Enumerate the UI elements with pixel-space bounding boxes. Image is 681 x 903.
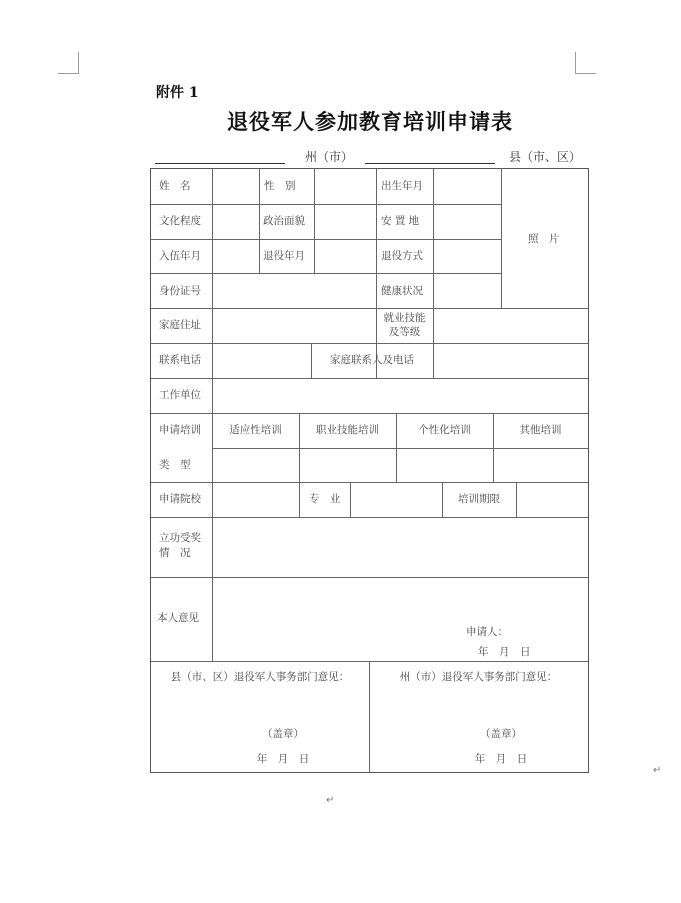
family-contact-label: 家庭联系人及电话 bbox=[330, 354, 414, 366]
political-label: 政治面貌 bbox=[263, 215, 305, 227]
grid-line bbox=[501, 169, 502, 308]
grid-line bbox=[151, 308, 588, 309]
workplace-label: 工作单位 bbox=[159, 389, 201, 401]
county-underline bbox=[365, 163, 495, 164]
paragraph-mark: ↵ bbox=[326, 795, 335, 806]
grid-line bbox=[151, 204, 501, 205]
grid-line bbox=[314, 169, 315, 273]
state-underline bbox=[155, 163, 285, 164]
grid-line bbox=[151, 413, 588, 414]
type-option-adaptive: 适应性培训 bbox=[229, 424, 282, 436]
type-option-other: 其他培训 bbox=[519, 424, 562, 436]
grid-line bbox=[259, 169, 260, 273]
skills-label-line1: 就业技能 bbox=[383, 312, 426, 324]
type-option-vocational: 职业技能培训 bbox=[316, 424, 379, 436]
state-date: 年 月 日 bbox=[474, 753, 528, 765]
gender-label: 性 别 bbox=[264, 180, 296, 192]
grid-line bbox=[516, 482, 517, 517]
applicant-date: 年 月 日 bbox=[478, 646, 531, 658]
apply-type-label-line1: 申请培训 bbox=[159, 424, 201, 436]
crop-mark-top-left bbox=[58, 52, 79, 74]
grid-line bbox=[212, 169, 213, 661]
placement-label: 安 置 地 bbox=[381, 215, 420, 227]
county-dept-opinion-label: 县（市、区）退役军人事务部门意见： bbox=[170, 671, 350, 683]
form-title: 退役军人参加教育培训申请表 bbox=[227, 109, 513, 134]
grid-line bbox=[350, 482, 351, 517]
birth-label: 出生年月 bbox=[381, 180, 423, 192]
state-seal: （盖章） bbox=[480, 728, 522, 740]
retire-mode-label: 退役方式 bbox=[381, 250, 423, 262]
retire-label: 退役年月 bbox=[263, 250, 305, 262]
application-form-table bbox=[150, 168, 589, 773]
major-label: 专 业 bbox=[308, 493, 341, 505]
grid-line bbox=[376, 169, 377, 378]
grid-line bbox=[151, 378, 588, 379]
apply-type-label-line2: 类 型 bbox=[159, 459, 191, 471]
grid-line bbox=[151, 517, 588, 518]
grid-line bbox=[212, 448, 588, 449]
enlist-label: 入伍年月 bbox=[159, 250, 201, 262]
applicant-label: 申请人： bbox=[466, 626, 508, 638]
type-option-personalized: 个性化培训 bbox=[418, 424, 471, 436]
attachment-label: 附件 1 bbox=[156, 85, 199, 101]
education-label: 文化程度 bbox=[159, 215, 201, 227]
grid-line bbox=[151, 273, 501, 274]
id-number-label: 身份证号 bbox=[159, 285, 201, 297]
photo-label: 照 片 bbox=[528, 233, 560, 245]
skills-label-line2: 及等级 bbox=[388, 326, 421, 338]
grid-line bbox=[433, 169, 434, 343]
county-date: 年 月 日 bbox=[256, 753, 310, 765]
state-dept-opinion-label: 州（市）退役军人事务部门意见： bbox=[399, 671, 558, 683]
school-label: 申请院校 bbox=[159, 493, 201, 505]
grid-line bbox=[151, 577, 588, 578]
grid-line bbox=[433, 343, 434, 378]
paragraph-mark: ↵ bbox=[653, 765, 662, 776]
address-label: 家庭住址 bbox=[159, 319, 201, 331]
county-seal: （盖章） bbox=[262, 728, 304, 740]
crop-mark-top-right bbox=[575, 52, 596, 74]
grid-line bbox=[151, 482, 588, 483]
health-label: 健康状况 bbox=[381, 285, 423, 297]
grid-line bbox=[151, 343, 588, 344]
phone-label: 联系电话 bbox=[159, 354, 201, 366]
name-label: 姓 名 bbox=[159, 180, 191, 192]
grid-line bbox=[151, 239, 501, 240]
county-label: 县（市、区） bbox=[509, 150, 582, 164]
state-label: 州（市） bbox=[305, 150, 354, 164]
award-label-line1: 立功受奖 bbox=[159, 532, 201, 544]
period-label: 培训期限 bbox=[458, 493, 500, 505]
award-label-line2: 情 况 bbox=[159, 547, 191, 559]
opinion-label: 本人意见 bbox=[157, 612, 199, 624]
